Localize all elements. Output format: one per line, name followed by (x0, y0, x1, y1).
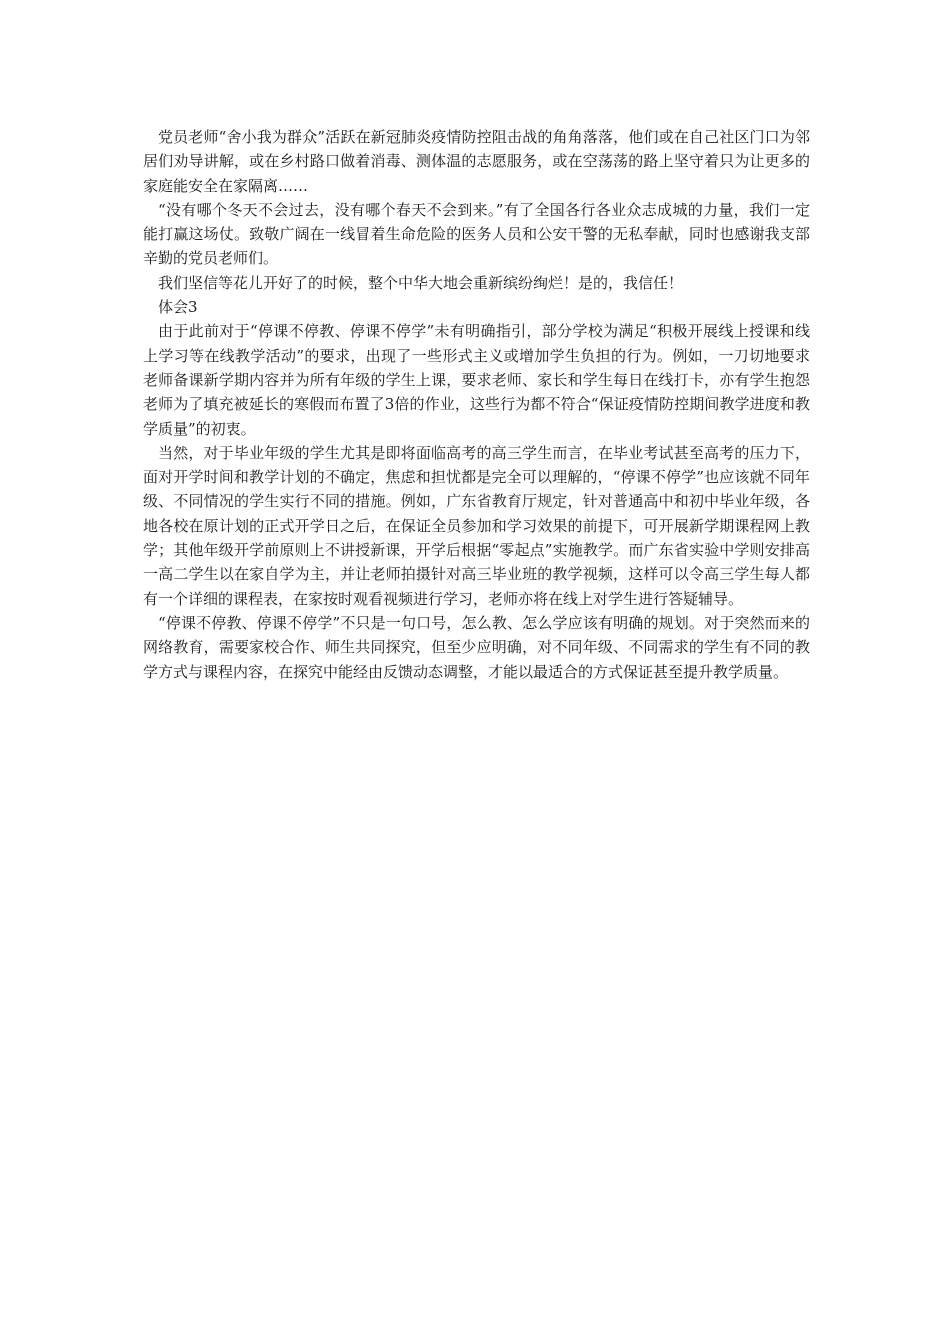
paragraph-graduating-students: 当然，对于毕业年级的学生尤其是即将面临高考的高三学生而言，在毕业考试甚至高考的压力下，面对开学时间和教学计划的不确定，焦虑和担忧都是完全可以理解的，“停课不停学”也应该就不同年级、不同情况的学生实行不同的措施。例如，广东省教育厅规定，针对普通高中和初中毕业年级，各地各校在原计划的正式开学日之后，在保证全员参加和学习效果的前提下，可开展新学期课程网上教学；其他年级开学前原则上不讲授新课，开学后根据“零起点”实施教学。而广东省实验中学则安排高一高二学生以在家自学为主，并让老师拍摄针对高三毕业班的教学视频，这样可以令高三学生每人都有一个详细的课程表，在家按时观看视频进行学习，老师亦将在线上对学生进行答疑辅导。 (143, 443, 810, 608)
paragraph-believe: 我们坚信等花儿开好了的时候，整个中华大地会重新缤纷绚烂！是的，我信任！ (158, 273, 684, 292)
paragraph-formalism-burden: 由于此前对于“停课不停教、停课不停学”未有明确指引，部分学校为满足“积极开展线上授课和线上学习等在线教学活动”的要求，出现了一些形式主义或增加学生负担的行为。例如，一刀切地要求老师备课新学期内容并为所有年级的学生上课，要求老师、家长和学生每日在线打卡，亦有学生抱怨老师为了填充被延长的寒假而布置了3倍的作业，这些行为都不符合“保证疫情防控期间教学进度和教学质量”的初衷。 (143, 322, 810, 438)
section-heading-reflection-3: 体会3 (158, 298, 198, 317)
document-body (143, 125, 810, 684)
paragraph-party-teachers: 党员老师“舍小我为群众”活跃在新冠肺炎疫情防控阻击战的角角落落，他们或在自己社区门口为邻居们劝导讲解，或在乡村路口做着消毒、测体温的志愿服务，或在空荡荡的路上坚守着只为让更多的家庭能安全在家隔离…… (143, 128, 810, 195)
paragraph-conclusion: “停课不停教、停课不停学”不只是一句口号，怎么教、怎么学应该有明确的规划。对于突然而来的网络教育，需要家校合作、师生共同探究，但至少应明确，对不同年级、不同需求的学生有不同的教学方式与课程内容，在探究中能经由反馈动态调整，才能以最适合的方式保证甚至提升教学质量。 (143, 613, 810, 681)
paragraph-winter-spring-quote: “没有哪个冬天不会过去，没有哪个春天不会到来。”有了全国各行各业众志成城的力量，我们一定能打赢这场仗。致敬广阔在一线冒着生命危险的医务人员和公安干警的无私奉献，同时也感谢我支部辛勤的党员老师们。 (143, 200, 810, 268)
